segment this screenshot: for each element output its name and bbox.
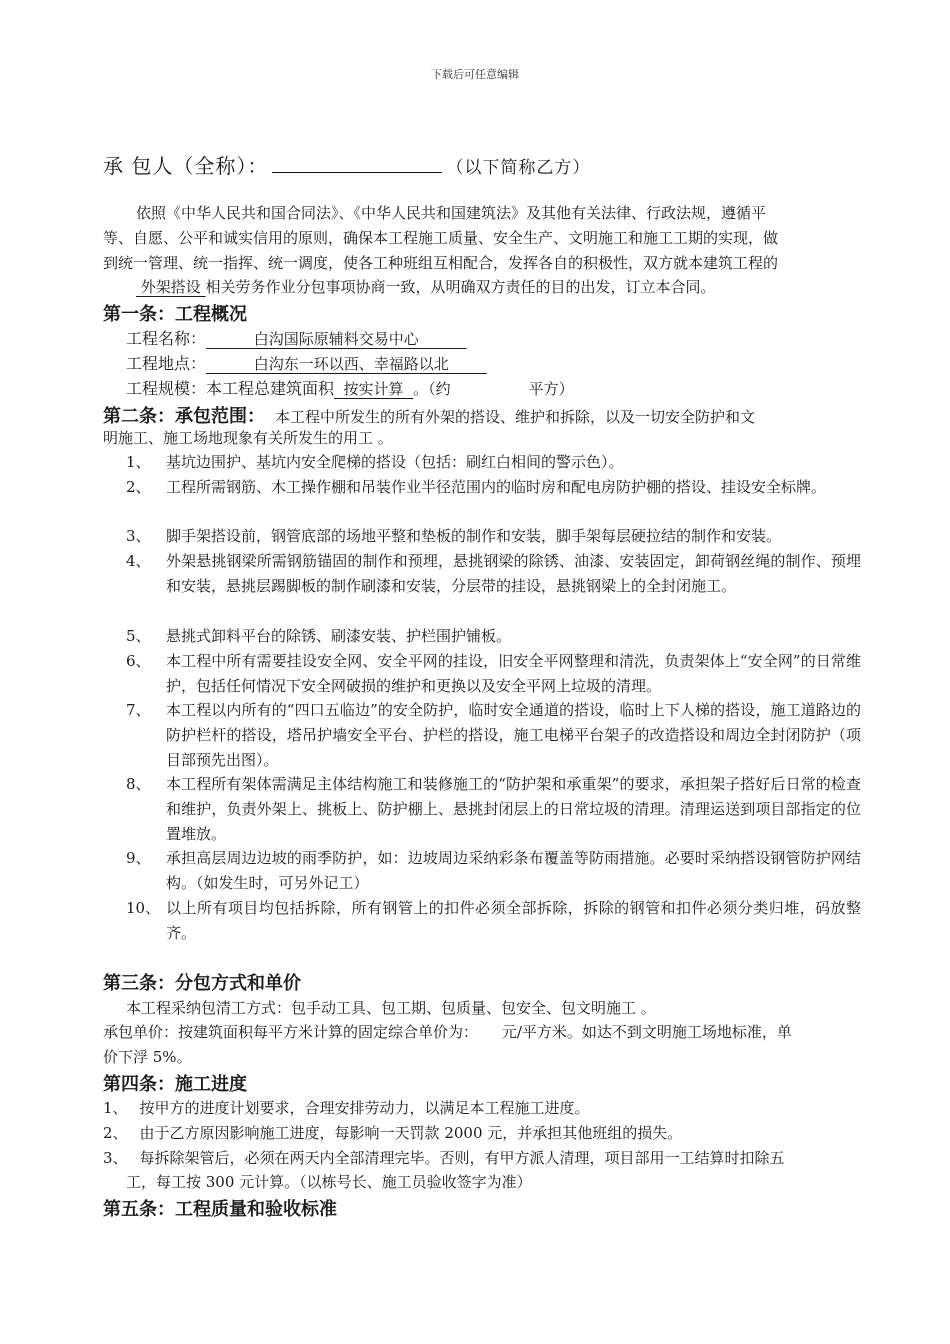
item-text: 本工程以内所有的“四口五临边”的安全防护，临时安全通道的搭设，临时上下人梯的搭设，施工道路边的防护栏杆的搭设，塔吊护墙安全平台、护栏的搭设，施工电梯平台架子的改造搭设和周边全封闭防护（项目部预先出图）。 — [166, 701, 861, 769]
scope-item — [126, 450, 861, 475]
item-text: 基坑边围护、基坑内安全爬梯的搭设（包括：刷红白相间的警示色）。 — [166, 453, 624, 471]
item-number: 10、 — [126, 899, 161, 917]
item-text: 承担高层周边边坡的雨季防护，如：边坡周边采纳彩条布覆盖等防雨措施。必要时采纳搭设钢管防护网结构。（如发生时，可另外记工） — [166, 849, 861, 892]
scope-item — [126, 772, 861, 847]
intro-line-4-rest: 相关劳务作业分包事项协商一致，从明确双方责任的目的出发，订立本合同。 — [205, 278, 716, 296]
scope-item — [126, 524, 861, 549]
section-3-line-3: 价下浮 5%。 — [103, 1048, 192, 1066]
scope-item — [126, 698, 861, 773]
intro-line-3: 到统一管理、统一指挥、统一调度，使各工种班组互相配合，发挥各自的积极性，双方就本建筑工程的 — [103, 254, 779, 272]
project-location-row — [126, 351, 487, 377]
item-text: 本工程中所有需要挂设安全网、安全平网的挂设，旧安全平网整理和清洗，负责架体上“安全网”的日常维护，包括任何情况下安全网破损的维护和更换以及安全平网上垃圾的清理。 — [166, 652, 861, 695]
project-scale-unit: 平方） — [528, 380, 574, 398]
item-text: 悬挑式卸料平台的除锈、刷漆安装、护栏围护铺板。 — [166, 627, 512, 645]
item-number: 4、 — [126, 552, 151, 570]
project-scale-value: 按实计算 — [334, 380, 414, 398]
item-number: 2、 — [126, 478, 151, 496]
item-number: 6、 — [126, 652, 151, 670]
project-location-value: 白沟东一环以西、幸福路以北 — [206, 355, 487, 373]
project-name-row — [126, 326, 466, 352]
item-text: 外架悬挑钢梁所需钢筋锚固的制作和预埋，悬挑钢梁的除锈、油漆、安装固定，卸荷钢丝绳的制作、预埋和安装，悬挑层踢脚板的制作刷漆和安装，分层带的挂设，悬挑钢梁上的全封闭施工。 — [166, 552, 861, 595]
scope-underlined: 外架搭设 — [136, 278, 206, 296]
project-location-label: 工程地点： — [126, 354, 207, 373]
scope-item — [126, 896, 861, 946]
section-3-line-2: 承包单价：按建筑面积每平方米计算的固定综合单价为： 元/平方米。如达不到文明施工场地标准，单 — [103, 1023, 792, 1041]
section-3-line-1: 本工程采纳包清工方式：包手动工具、包工期、包质量、包安全、包文明施工 。 — [126, 999, 656, 1017]
item-text: 按甲方的进度计划要求，合理安排劳动力，以满足本工程施工进度。 — [139, 1099, 590, 1117]
item-text: 以上所有项目均包括拆除，所有钢管上的扣件必须全部拆除，拆除的钢管和扣件必须分类归堆，码放整齐。 — [166, 899, 861, 942]
item-number: 3、 — [126, 527, 151, 545]
section-5-title: 第五条：工程质量和验收标准 — [103, 1199, 337, 1220]
item-number: 2、 — [103, 1124, 128, 1142]
progress-item — [103, 1096, 590, 1121]
contractor-suffix: （以下简称乙方） — [446, 158, 591, 178]
project-scale-row — [126, 376, 574, 402]
progress-item-continuation: 工，每工按 300 元计算。（以栋号长、施工员验收签字为准） — [126, 1173, 532, 1191]
scope-item — [126, 649, 861, 699]
progress-item — [103, 1121, 682, 1146]
item-number: 8、 — [126, 775, 151, 793]
project-name-label: 工程名称： — [126, 329, 207, 348]
scope-item — [126, 846, 861, 896]
item-number: 1、 — [126, 453, 151, 471]
scope-item — [126, 624, 861, 649]
scope-item — [126, 549, 861, 624]
item-number: 3、 — [103, 1149, 128, 1167]
project-name-value: 白沟国际原辅料交易中心 — [206, 330, 467, 348]
item-text: 脚手架搭设前，钢管底部的场地平整和垫板的制作和安装，脚手架每层硬拉结的制作和安装。 — [166, 527, 782, 545]
contractor-name-blank[interactable] — [272, 152, 442, 173]
section-4-title: 第四条：施工进度 — [103, 1074, 247, 1095]
item-text: 工程所需钢筋、木工操作棚和吊装作业半径范围内的临时房和配电房防护棚的搭设、挂设安全标牌。 — [166, 478, 827, 496]
progress-item — [103, 1146, 785, 1171]
project-scale-suffix: 。（约 — [413, 380, 451, 398]
item-number: 7、 — [126, 701, 151, 719]
intro-line-2: 等、自愿、公平和诚实信用的原则，确保本工程施工质量、安全生产、文明施工和施工工期的实现，做 — [103, 229, 779, 247]
project-scale-label: 工程规模：本工程总建筑面积 — [126, 379, 335, 398]
section-1-title: 第一条：工程概况 — [103, 304, 247, 325]
page-header: 下载后可任意编辑 — [431, 68, 519, 81]
contractor-label: 承 包人（全称）： — [103, 154, 269, 178]
scope-item — [126, 475, 861, 525]
item-text: 由于乙方原因影响施工进度，每影响一天罚款 2000 元，并承担其他班组的损失。 — [139, 1124, 683, 1142]
item-number: 1、 — [103, 1099, 128, 1117]
item-text: 本工程所有架体需满足主体结构施工和装修施工的“防护架和承重架”的要求，承担架子搭好后日常的检查和维护，负责外架上、挑板上、防护棚上、悬挑封闭层上的日常垃圾的清理。清理运送到项目部指定的位置堆放。 — [166, 775, 861, 843]
contractor-line — [103, 150, 590, 179]
section-2-title: 第二条：承包范围： — [103, 406, 265, 427]
item-number: 9、 — [126, 849, 151, 867]
intro-line-4 — [136, 275, 716, 300]
item-number: 5、 — [126, 627, 151, 645]
section-2-intro-a: 本工程中所发生的所有外架的搭设、维护和拆除，以及一切安全防护和文 — [275, 408, 756, 426]
section-3-title: 第三条：分包方式和单价 — [103, 973, 301, 994]
section-2-intro-b: 明施工、施工场地现象有关所发生的用工 。 — [103, 429, 393, 447]
item-text: 每拆除架管后，必须在两天内全部清理完毕。否则，有甲方派人清理，项目部用一工结算时扣除五 — [139, 1149, 785, 1167]
intro-line-1: 依照《中华人民共和国合同法》、《中华人民共和国建筑法》及其他有关法律、行政法规，遵循平 — [136, 204, 767, 222]
